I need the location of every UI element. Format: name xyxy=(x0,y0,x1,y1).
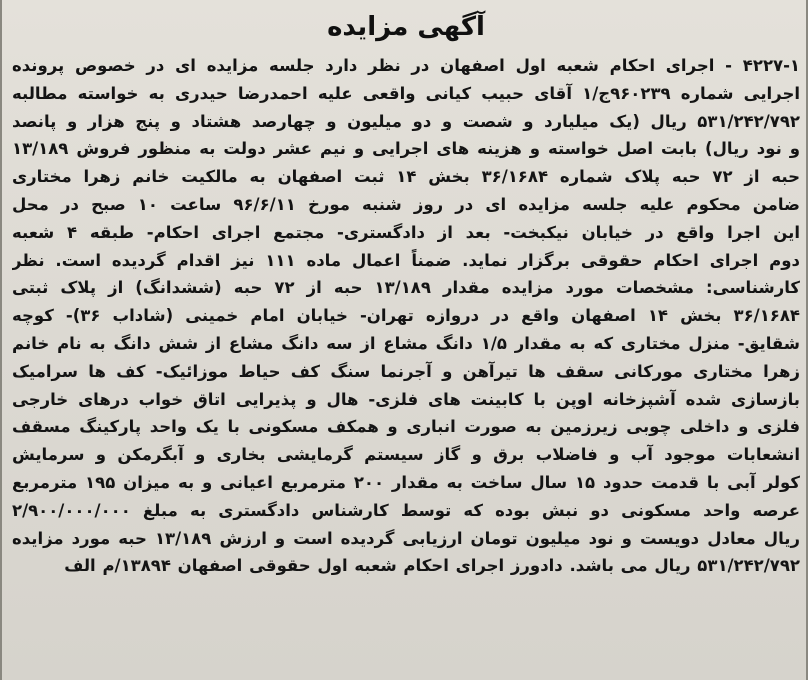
notice-line: ۵۳۱/۲۴۲/۷۹۲ ریال (یک میلیارد و شصت و دو میلیون و چهارصد هشتاد و پنج هزار و پانصد xyxy=(12,111,800,131)
notice-line: فلزی و داخلی چوبی زیرزمین به صورت انباری و همکف مسکونی با یک واحد پارکینگ مسقف xyxy=(12,417,800,437)
notice-line: ریال معادل دویست و نود میلیون تومان ارزیابی گردیده است و ارزش ۱۳/۱۸۹ حبه مورد مزایده xyxy=(12,528,800,548)
notice-line: کولر آبی با قدمت حدود ۱۵ سال ساخت به مقدار ۲۰۰ مترمربع اعیانی و به میزان ۱۹۵ مترمربع xyxy=(12,472,800,492)
notice-line: عرصه واحد مسکونی دو نبش بوده که توسط کارشناس دادگستری به مبلغ ۲/۹۰۰/۰۰۰/۰۰۰ xyxy=(12,500,800,520)
notice-title: آگهی مزایده xyxy=(327,12,485,42)
notice-line: ضامن محکوم علیه جلسه مزایده ای در روز شنبه مورخ ۹۶/۶/۱۱ ساعت ۱۰ صبح در محل xyxy=(12,194,800,214)
notice-line: حبه از ۷۲ حبه پلاک شماره ۳۶/۱۶۸۴ بخش ۱۴ ثبت اصفهان به مالکیت خانم زهرا مختاری xyxy=(12,167,800,187)
notice-line: ۳۶/۱۶۸۴ بخش ۱۴ اصفهان واقع در دروازه تهران- خیابان امام خمینی (شاداب ۳۶)- کوچه xyxy=(12,306,800,326)
notice-line: ۵۳۱/۲۴۲/۷۹۲ ریال می باشد. دادورز اجرای احکام شعبه اول حقوقی اصفهان ۱۳۸۹۴/م الف xyxy=(64,556,800,576)
notice-line: ۴۲۲۷-۱ - اجرای احکام شعبه اول اصفهان در نظر دارد جلسه مزایده ای در خصوص پرونده xyxy=(12,56,800,75)
notice-line: بازسازی شده آشپزخانه اوپن با کابینت های فلزی- هال و پذیرایی اتاق خواب درهای خارجی xyxy=(12,389,800,409)
notice-line: و نود ریال) بابت اصل خواسته و هزینه های اجرایی و نیم عشر دولت به منظور فروش ۱۳/۱۸۹ xyxy=(12,139,800,159)
notice-line: اجرایی شماره ۹۶۰۲۳۹ج/۱ آقای حبیب کیانی واقعی علیه احمدرضا حیدری به خواسته مطالبه xyxy=(12,83,800,103)
notice-line: شقایق- منزل مختاری که به مقدار ۱/۵ دانگ مشاع از سه دانگ مشاع از شش دانگ به نام خانم xyxy=(12,333,800,353)
notice-line: زهرا مختاری مورکانی سقف ها تیرآهن و آجرنما سنگ کف حیاط موزائیک- کف ها سرامیک xyxy=(12,361,800,381)
notice-line: این اجرا واقع در خیابان نیکبخت- بعد از دادگستری- مجتمع اجرای احکام- طبقه ۴ شعبه xyxy=(12,222,800,242)
notice-line: کارشناسی: مشخصات مورد مزایده مقدار ۱۳/۱۸۹ حبه از ۷۲ حبه (ششدانگ) از پلاک ثبتی xyxy=(12,278,800,298)
notice-line: انشعابات موجود آب و فاضلاب برق و گاز سیستم گرمایشی بخاری و آبگرمکن و سرمایش xyxy=(12,445,800,465)
notice-line: دوم اجرای احکام حقوقی برگزار نماید. ضمناً اعمال ماده ۱۱۱ نیز اقدام گردیده است. نظر xyxy=(12,250,800,270)
notice-body xyxy=(12,52,800,580)
